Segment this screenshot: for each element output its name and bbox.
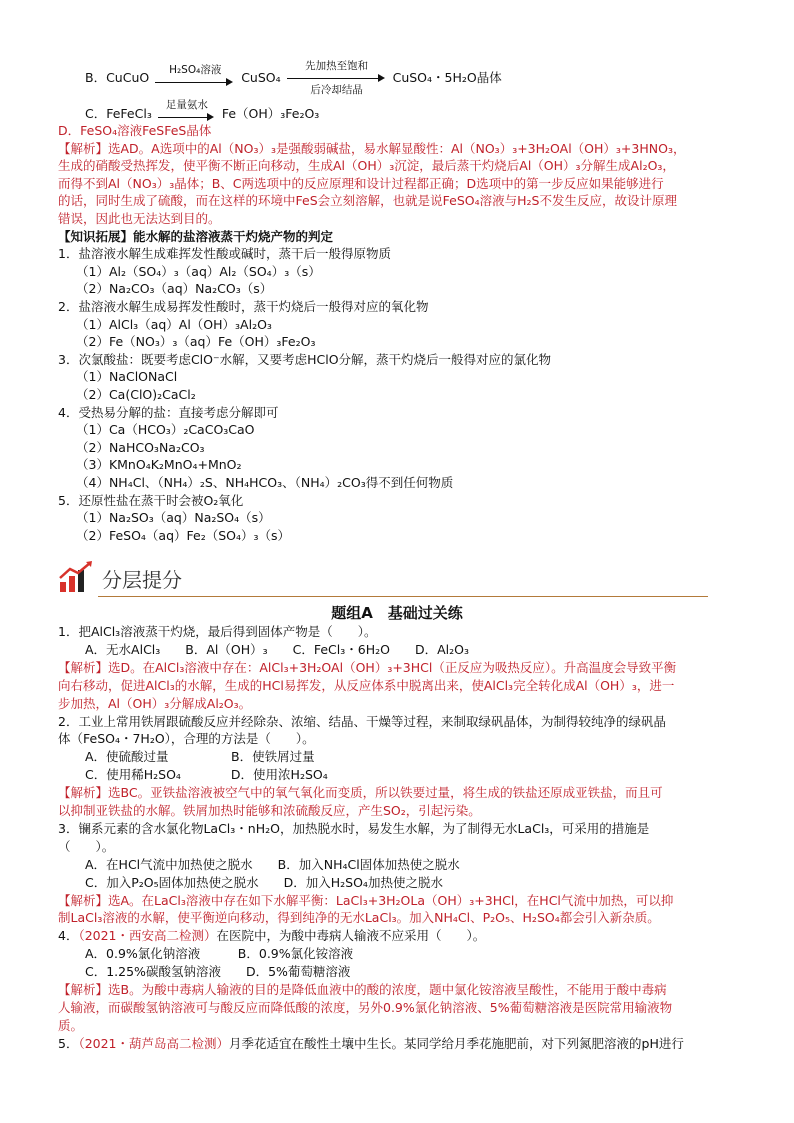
- question-line: A．无水AlCl₃ B．Al（OH）₃ C．FeCl₃・6H₂O D．Al₂O₃: [85, 641, 469, 657]
- explanation-line: 5．还原性盐在蒸干时会被O₂氧化: [58, 492, 244, 508]
- reaction-c-arrow: [158, 98, 216, 124]
- question-line: 4．（2021・西安高二检测）在医院中，为酸中毒病人输液不应采用（ ）。: [58, 928, 486, 944]
- explanation-line: 4．受热易分解的盐：直接考虑分解即可: [58, 404, 279, 420]
- question-line: A．0.9%氯化钠溶液 B．0.9%氯化铵溶液: [85, 946, 354, 962]
- question-line: 2．工业上常用铁屑跟硫酸反应并经除杂、浓缩、结晶、干燥等过程，来制取绿矾晶体，为制得较纯净的绿矾晶: [58, 713, 666, 729]
- question-line: 向右移动，促进AlCl₃的水解，生成的HCl易挥发，从反应体系中脱离出来，使AlCl₃完全转化成Al（OH）₃，进一: [58, 677, 675, 693]
- question-line: C．1.25%碳酸氢钠溶液 D．5%葡萄糖溶液: [85, 964, 351, 980]
- question-line: A．使硫酸过量 B．使铁屑过量: [85, 749, 315, 765]
- question-line: 体（FeSO₄・7H₂O），合理的方法是（ ）。: [58, 731, 315, 747]
- question-line: 【解析】选A。在LaCl₃溶液中存在如下水解平衡：LaCl₃+3H₂OLa（OH）₃+3HCl，在HCl气流中加热，可以抑: [58, 892, 674, 908]
- reaction-b: [85, 59, 502, 96]
- reaction-b-end: CuSO₄・5H₂O晶体: [392, 70, 502, 85]
- question-line: 【解析】选D。在AlCl₃溶液中存在：AlCl₃+3H₂OAl（OH）₃+3HCl（正反应为吸热反应）。升高温度会导致平衡: [58, 659, 677, 675]
- reaction-b-start: B．CuCuO: [85, 70, 150, 85]
- question-line: 人输液，而碳酸氢钠溶液可与酸反应而降低酸的浓度，另外0.9%氯化钠溶液、5%葡萄糖溶液是医院常用输液物: [58, 999, 673, 1015]
- reaction-b-arrow-1: [155, 63, 235, 88]
- question-line: 步加热，Al（OH）₃分解成Al₂O₃。: [58, 695, 252, 711]
- question-line: C．加入P₂O₅固体加热使之脱水 D．加入H₂SO₄加热使之脱水: [85, 874, 443, 890]
- explanation-line: 生成的硝酸受热挥发，使平衡不断正向移动，生成Al（OH）₃沉淀，最后蒸干灼烧后Al（OH）₃分解生成Al₂O₃，: [58, 158, 675, 174]
- question-line: C．使用稀H₂SO₄ D．使用浓H₂SO₄: [85, 767, 328, 783]
- explanation-line: 【知识拓展】能水解的盐溶液蒸干灼烧产物的判定: [58, 228, 334, 244]
- explanation-line: （4）NH₄Cl、（NH₄）₂S、NH₄HCO₃、（NH₄）₂CO₃得不到任何物质: [76, 475, 454, 490]
- reaction-c-start: C．FeFeCl₃: [85, 106, 152, 121]
- explanation-line: （1）AlCl₃（aq）Al（OH）₃Al₂O₃: [76, 316, 272, 332]
- reaction-b-cond-2-bottom: 后冷却结晶: [310, 83, 363, 96]
- chart-growth-icon: [58, 560, 94, 594]
- question-line: 【解析】选B。为酸中毒病人输液的目的是降低血液中的酸的浓度，题中氯化铵溶液呈酸性，不能用于酸中毒病: [58, 982, 667, 997]
- question-line: 3．镧系元素的含水氯化物LaCl₃・nH₂O，加热脱水时，易发生水解，为了制得无水LaCl₃，可采用的措施是: [58, 820, 650, 836]
- reaction-c: [85, 98, 320, 124]
- explanation-line: （1）Al₂（SO₄）₃（aq）Al₂（SO₄）₃（s）: [76, 263, 321, 279]
- reaction-b-arrow-2: [287, 59, 387, 96]
- reaction-b-cond-2-top: 先加热至饱和: [305, 59, 369, 72]
- explanation-line: （2）Na₂CO₃（aq）Na₂CO₃（s）: [76, 281, 273, 297]
- reaction-c-cond: 足量氨水: [165, 98, 208, 111]
- explanation-line: 2．盐溶液水解生成易挥发性酸时，蒸干灼烧后一般得对应的氧化物: [58, 299, 429, 314]
- question-line: 【解析】选BC。亚铁盐溶液被空气中的氧气氧化而变质，所以铁要过量，将生成的铁盐还原成亚铁盐，而且可: [58, 785, 663, 801]
- group-title: 题组A 基础过关练: [331, 604, 463, 622]
- explanation-line: 而得不到Al（NO₃）₃晶体；B、C两选项中的反应原理和设计过程都正确；D选项中的第一步反应如果能够进行: [58, 175, 664, 191]
- reaction-b-cond-1: H₂SO₄溶液: [169, 63, 222, 76]
- explanation-line: 错误，因此也无法达到目的。: [58, 211, 221, 226]
- question-line: 制LaCl₃溶液的水解，使平衡逆向移动，得到纯净的无水LaCl₃。加入NH₄Cl、P₂O₅、H₂SO₄都会引入新杂质。: [58, 910, 660, 926]
- reaction-c-end: Fe（OH）₃Fe₂O₃: [221, 106, 320, 121]
- explanation-line: 1．盐溶液水解生成难挥发性酸或碱时，蒸干后一般得原物质: [58, 246, 391, 262]
- explanation-line: D．FeSO₄溶液FeSFeS晶体: [58, 123, 212, 138]
- section-header: [58, 558, 718, 598]
- explanation-line: （1）Na₂SO₃（aq）Na₂SO₄（s）: [76, 510, 271, 526]
- section-divider: [98, 596, 708, 597]
- reaction-b-mid: CuSO₄: [241, 70, 281, 85]
- question-line: 质。: [58, 1017, 84, 1033]
- explanation-line: （3）KMnO₄K₂MnO₄+MnO₂: [76, 457, 242, 473]
- question-line: 以抑制亚铁盐的水解。铁屑加热时能够和浓硫酸反应，产生SO₂，引起污染。: [58, 803, 481, 818]
- explanation-line: （2）Ca(ClO)₂CaCl₂: [76, 387, 196, 402]
- explanation-line: 3．次氯酸盐：既要考虑ClO⁻水解，又要考虑HClO分解，蒸干灼烧后一般得对应的氯化物: [58, 351, 552, 367]
- explanation-line: 【解析】选AD。A选项中的Al（NO₃）₃是强酸弱碱盐，易水解显酸性：Al（NO₃）₃+3H₂OAl（OH）₃+3HNO₃，: [58, 140, 686, 156]
- question-line: 1．把AlCl₃溶液蒸干灼烧，最后得到固体产物是（ ）。: [58, 624, 377, 639]
- question-line: 5．（2021・葫芦岛高二检测）月季花适宜在酸性土壤中生长。某同学给月季花施肥前，对下列氮肥溶液的pH进行: [58, 1035, 684, 1051]
- explanation-line: 的话，同时生成了硫酸，而在这样的环境中FeS会立刻溶解，也就是说FeSO₄溶液与H₂S不发生反应，故设计原理: [58, 193, 677, 209]
- explanation-line: （2）Fe（NO₃）₃（aq）Fe（OH）₃Fe₂O₃: [76, 334, 316, 350]
- explanation-line: （2）NaHCO₃Na₂CO₃: [76, 439, 205, 455]
- section-title: 分层提分: [102, 568, 182, 592]
- question-line: A．在HCl气流中加热使之脱水 B．加入NH₄Cl固体加热使之脱水: [85, 856, 460, 872]
- explanation-line: （1）NaClONaCl: [76, 369, 178, 385]
- question-line: （ ）。: [58, 838, 115, 854]
- explanation-line: （2）FeSO₄（aq）Fe₂（SO₄）₃（s）: [76, 527, 291, 543]
- explanation-line: （1）Ca（HCO₃）₂CaCO₃CaO: [76, 422, 255, 438]
